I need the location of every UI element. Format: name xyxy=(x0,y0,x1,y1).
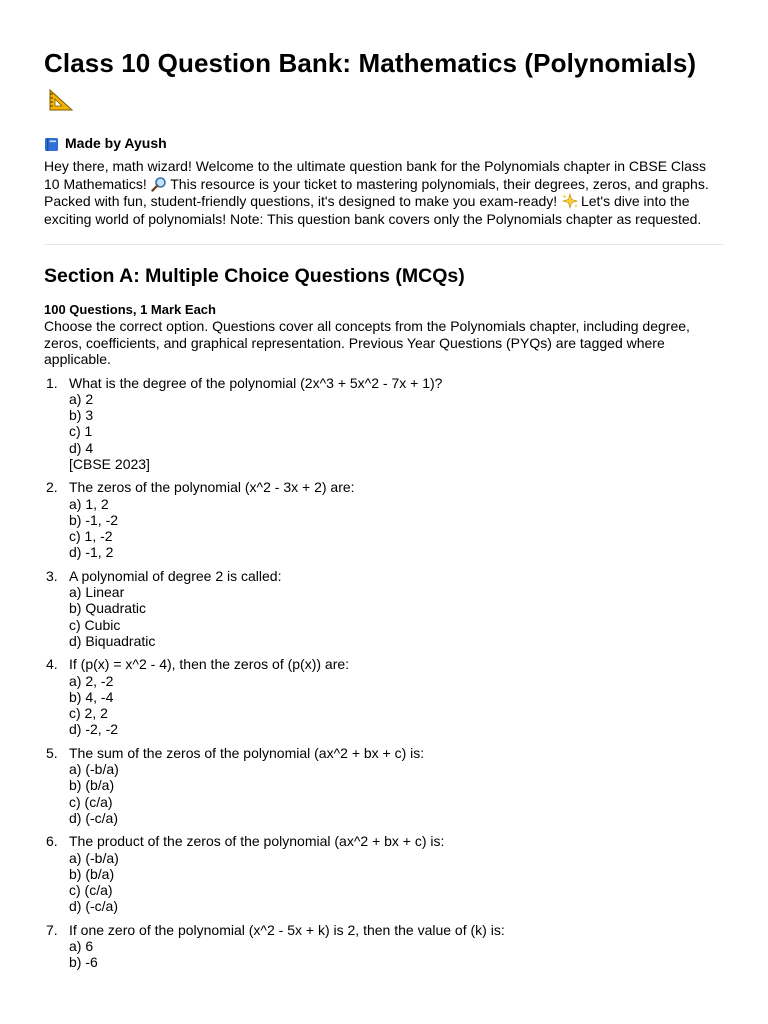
question-text: What is the degree of the polynomial (2x^3 + 5x^2 - 7x + 1)? xyxy=(69,374,443,391)
question-item xyxy=(44,656,724,737)
option-a: a) 2 xyxy=(69,390,94,407)
magnifying-glass-icon xyxy=(151,176,167,192)
option-a: a) (-b/a) xyxy=(69,761,119,778)
section-a-description: Choose the correct option. Questions cover all concepts from the Polynomials chapter, including degree, zeros, coefficients, and graphical representation. Previous Year Questions (PYQs) are tagged where applicable. xyxy=(44,318,690,367)
page-title xyxy=(44,44,724,122)
question-text: If (p(x) = x^2 - 4), then the zeros of (p(x)) are: xyxy=(69,656,350,673)
question-number: 2. xyxy=(46,479,58,496)
question-number: 6. xyxy=(46,833,58,850)
option-b: b) (b/a) xyxy=(69,777,115,794)
question-item xyxy=(44,375,724,473)
author-text: Made by Ayush xyxy=(65,135,167,151)
option-d: d) (-c/a) xyxy=(69,809,118,826)
question-item xyxy=(44,833,724,914)
question-item xyxy=(44,568,724,649)
question-number: 1. xyxy=(46,374,58,391)
section-a-subheading: 100 Questions, 1 Mark Each xyxy=(44,302,216,317)
question-number: 3. xyxy=(46,567,58,584)
question-text: A polynomial of degree 2 is called: xyxy=(69,567,282,584)
option-d: d) Biquadratic xyxy=(69,632,156,649)
sparkles-icon xyxy=(561,193,577,209)
option-d: d) 4 xyxy=(69,439,94,456)
option-b: b) 3 xyxy=(69,407,94,424)
option-a: a) Linear xyxy=(69,584,125,601)
option-c: c) (c/a) xyxy=(69,793,113,810)
intro-text-3: Let's dive into the exciting world of polynomials! Note: This question bank covers only the Polynomials chapter as requested. xyxy=(44,193,702,227)
option-c: c) 2, 2 xyxy=(69,705,108,722)
option-a: a) 6 xyxy=(69,938,94,954)
option-c: c) 1 xyxy=(69,423,93,440)
question-item xyxy=(44,479,724,560)
option-b: b) -1, -2 xyxy=(69,511,119,528)
question-text: If one zero of the polynomial (x^2 - 5x + k) is 2, then the value of (k) is: xyxy=(69,921,505,938)
question-item xyxy=(44,922,724,971)
page-title-text: Class 10 Question Bank: Mathematics (Polynomials) xyxy=(44,48,697,78)
option-d: d) (-c/a) xyxy=(69,898,118,915)
question-number: 5. xyxy=(46,744,58,761)
intro-text-1: Hey there, math wizard! Welcome to the ultimate question bank for the Polynomials chapter in CBSE Class 10 Mathematics! xyxy=(44,158,706,192)
pyq-tag: [CBSE 2023] xyxy=(69,455,150,472)
question-number: 4. xyxy=(46,656,58,673)
author-line xyxy=(44,135,724,152)
intro-text-2: This resource is your ticket to mastering polynomials, their degrees, zeros, and graphs. Packed with fun, student-friendly questions, it's designed to make you exam-ready! xyxy=(44,175,709,209)
question-number: 7. xyxy=(46,921,58,938)
option-d: d) -2, -2 xyxy=(69,721,119,738)
option-c: c) 1, -2 xyxy=(69,528,113,545)
option-c: c) Cubic xyxy=(69,616,121,633)
question-text: The sum of the zeros of the polynomial (ax^2 + bx + c) is: xyxy=(69,744,425,761)
option-c: c) (c/a) xyxy=(69,882,113,899)
triangle-ruler-icon xyxy=(48,84,74,122)
question-text: The product of the zeros of the polynomial (ax^2 + bx + c) is: xyxy=(69,833,445,850)
question-item xyxy=(44,745,724,826)
option-b: b) 4, -4 xyxy=(69,688,114,705)
option-b: b) Quadratic xyxy=(69,600,147,617)
section-divider xyxy=(44,244,724,245)
blue-book-icon xyxy=(44,137,59,151)
section-a-heading: Section A: Multiple Choice Questions (MCQs) xyxy=(44,265,465,287)
option-a: a) 2, -2 xyxy=(69,672,114,689)
intro-paragraph xyxy=(44,158,724,228)
option-d: d) -1, 2 xyxy=(69,544,114,561)
option-b: b) -6 xyxy=(69,954,98,971)
question-text: The zeros of the polynomial (x^2 - 3x + 2) are: xyxy=(69,479,355,496)
option-a: a) (-b/a) xyxy=(69,849,119,866)
question-list xyxy=(44,375,724,971)
option-b: b) (b/a) xyxy=(69,865,115,882)
option-a: a) 1, 2 xyxy=(69,495,109,512)
